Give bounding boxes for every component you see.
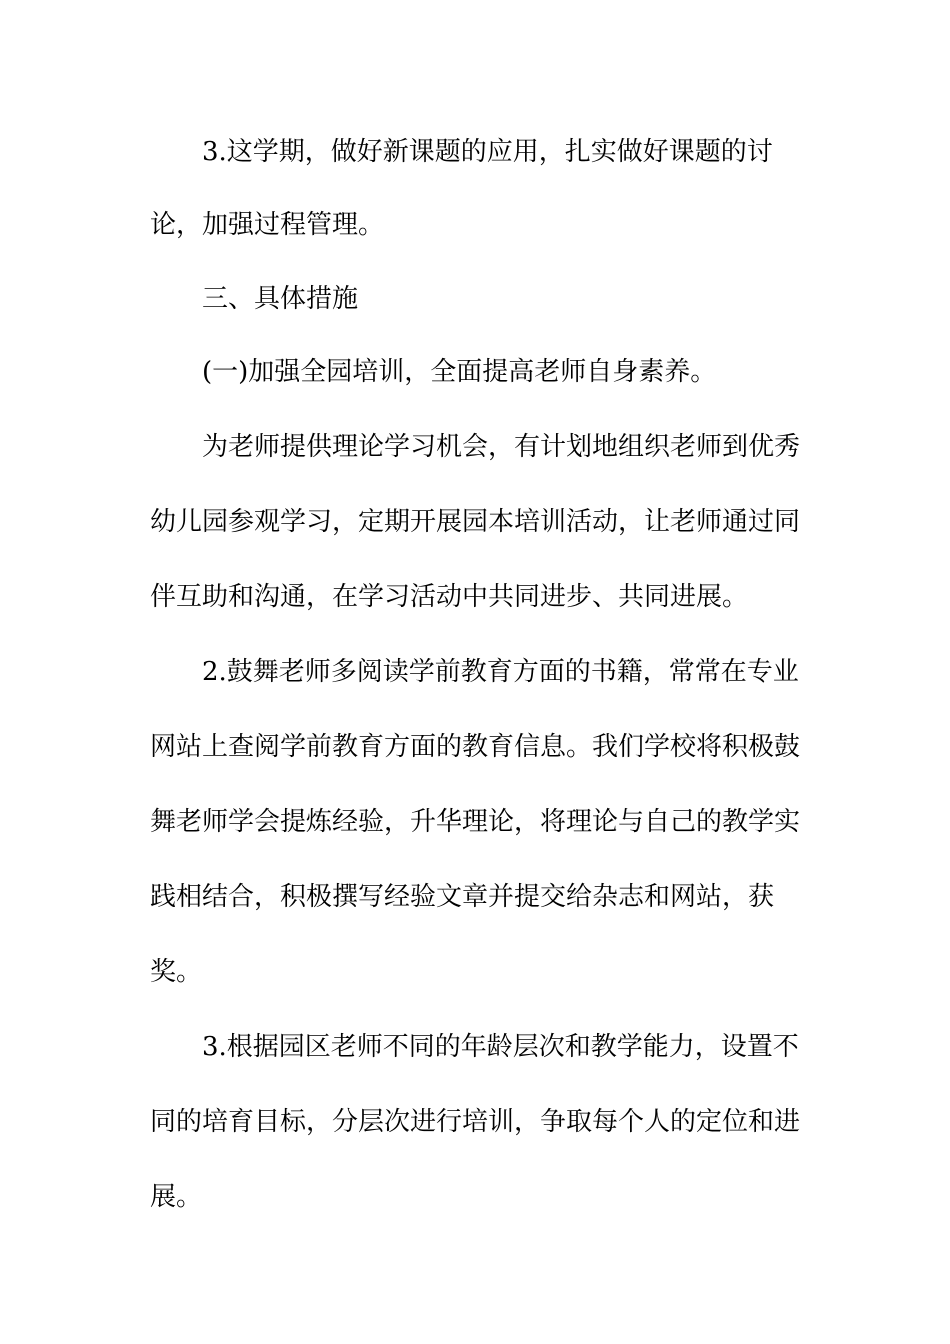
paragraph-line: 伴互助和沟通，在学习活动中共同进步、共同进展。 (150, 582, 749, 612)
paragraph-line: 论，加强过程管理。 (150, 210, 385, 240)
section-heading: 三、具体措施 (202, 284, 359, 314)
subsection-heading: (一)加强全园培训，全面提高老师自身素养。 (202, 357, 717, 387)
paragraph-line: 奖。 (150, 957, 203, 987)
paragraph-line: 2.鼓舞老师多阅读学前教育方面的书籍，常常在专业 (202, 657, 799, 687)
paragraph-line: 舞老师学会提炼经验，升华理论，将理论与自己的教学实 (150, 807, 801, 837)
paragraph-line: 为老师提供理论学习机会，有计划地组织老师到优秀 (202, 432, 801, 462)
paragraph-line: 3.根据园区老师不同的年龄层次和教学能力，设置不 (202, 1032, 799, 1062)
paragraph-line: 展。 (150, 1182, 203, 1212)
paragraph-line: 3.这学期，做好新课题的应用，扎实做好课题的讨 (202, 137, 773, 167)
paragraph-line: 践相结合，积极撰写经验文章并提交给杂志和网站，获 (150, 882, 775, 912)
paragraph-line: 网站上查阅学前教育方面的教育信息。我们学校将积极鼓 (150, 732, 801, 762)
paragraph-line: 同的培育目标，分层次进行培训，争取每个人的定位和进 (150, 1107, 801, 1137)
paragraph-line: 幼儿园参观学习，定期开展园本培训活动，让老师通过同 (150, 507, 801, 537)
